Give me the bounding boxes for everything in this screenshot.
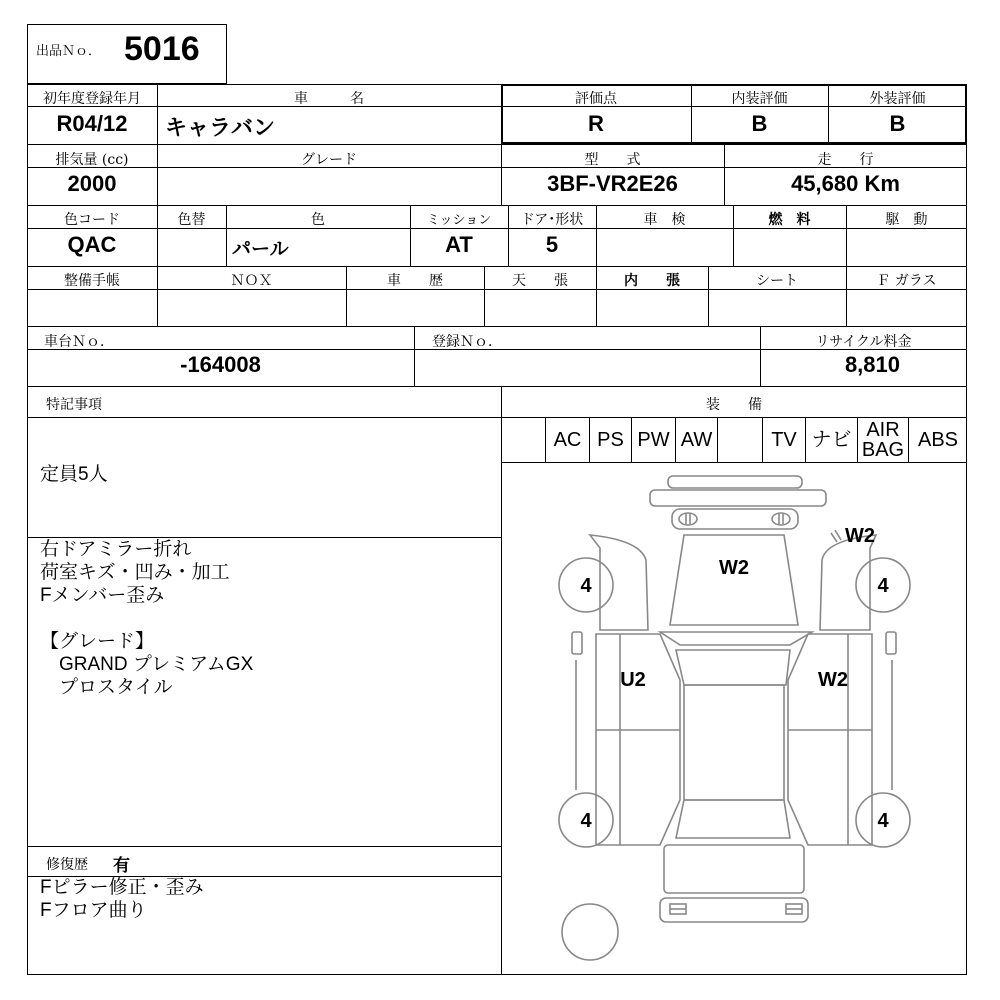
grade-label: グレード xyxy=(301,152,357,168)
mark-right-side: W2 xyxy=(818,669,848,691)
left-side xyxy=(596,634,680,845)
roof xyxy=(684,685,784,800)
mark-right-mirror: W2 xyxy=(845,525,875,547)
displacement-value: 2000 xyxy=(67,171,117,196)
recycle-value: 8,810 xyxy=(844,352,900,377)
repair-notes: Fピラー修正・歪み Fフロア曲り xyxy=(40,877,204,921)
mark-tire-rr: 4 xyxy=(877,810,889,832)
mission-value: AT xyxy=(445,232,473,257)
score-value: R xyxy=(588,111,604,136)
glass-label: Ｆ ガラス xyxy=(876,273,937,289)
lot-label: 出品Ｎｏ． xyxy=(36,44,102,59)
reg-label: 初年度登録年月 xyxy=(43,91,141,107)
capacity-note: 定員5人 xyxy=(40,464,108,485)
reg-value: R04/12 xyxy=(56,111,128,136)
chassis-label: 車台Ｎｏ． xyxy=(44,334,114,350)
mileage-value: 45,680 Km xyxy=(791,171,900,196)
rear-door xyxy=(664,845,804,893)
recolor-label: 色替 xyxy=(177,212,206,228)
spare-tire xyxy=(562,904,618,960)
drive-label: 駆 動 xyxy=(885,212,928,228)
equipment-item: PS xyxy=(589,418,631,462)
model-value: 3BF-VR2E26 xyxy=(547,171,678,196)
color-label: 色 xyxy=(311,212,325,228)
equipment-item: AW xyxy=(675,418,717,462)
colorcode-value: QAC xyxy=(67,232,117,257)
mark-tire-fr: 4 xyxy=(877,575,889,597)
equipment-item: PW xyxy=(631,418,675,462)
seat-label: シート xyxy=(756,273,798,289)
equipment-label: 装 備 xyxy=(706,397,762,413)
nox-label: ＮＯＸ xyxy=(230,273,273,289)
hood xyxy=(670,535,798,625)
divider xyxy=(414,326,415,386)
divider xyxy=(27,386,967,387)
remarks-label: 特記事項 xyxy=(46,397,102,413)
mileage-label: 走 行 xyxy=(817,152,874,168)
equipment-item: AC xyxy=(545,418,589,462)
lot-number: 5016 xyxy=(124,30,200,68)
chassis-value: -164008 xyxy=(180,352,261,377)
roof-label: 天 張 xyxy=(512,273,568,289)
score-label: 評価点 xyxy=(575,91,617,107)
interior-label: 内装評価 xyxy=(731,91,788,107)
exterior-label: 外装評価 xyxy=(869,91,926,107)
mark-left-side: U2 xyxy=(620,669,646,691)
divider xyxy=(27,266,967,267)
right-side xyxy=(788,634,872,845)
equipment-item xyxy=(717,418,762,462)
divider xyxy=(27,846,501,847)
color-value: パール xyxy=(232,239,289,260)
regno-label: 登録Ｎｏ． xyxy=(432,334,502,350)
door-value: 5 xyxy=(545,232,559,257)
mark-tire-rl: 4 xyxy=(580,810,592,832)
fuel-label: 燃 料 xyxy=(768,212,811,228)
mark-hood: W2 xyxy=(719,557,749,579)
remarks-notes: 右ドアミラー折れ 荷室キズ・凹み・加工 Fメンバー歪み 【グレード】 GRAND プレミアムGX プロスタイル xyxy=(40,539,254,698)
equipment-item: AIR BAG xyxy=(857,418,908,462)
recycle-label: リサイクル料金 xyxy=(815,334,912,350)
equipment-item: TV xyxy=(762,418,805,462)
row1-bottom xyxy=(27,144,967,145)
colorcode-label: 色コード xyxy=(64,212,120,228)
front-panel xyxy=(650,490,826,506)
equipment-item xyxy=(501,418,545,462)
model-label: 型 式 xyxy=(584,152,641,168)
divider xyxy=(27,326,967,327)
divider xyxy=(27,205,967,206)
mark-tire-fl: 4 xyxy=(580,575,592,597)
maintenance-label: 整備手帳 xyxy=(64,273,120,289)
front-bumper xyxy=(668,476,802,488)
door-label: ドア･形状 xyxy=(520,212,584,228)
name-label: 車 名 xyxy=(294,91,364,107)
equipment-item: ナビ xyxy=(805,418,857,462)
inspection-label: 車 検 xyxy=(643,212,686,228)
displacement-label: 排気量 (cc) xyxy=(55,152,129,168)
repair-label: 修復歴 xyxy=(46,857,88,873)
name-value: キャラバン xyxy=(165,115,276,140)
interior-trim-label: 内 張 xyxy=(624,273,680,289)
history-label: 車 歴 xyxy=(387,273,443,289)
interior-value: B xyxy=(751,111,768,136)
repair-value: 有 xyxy=(113,856,130,875)
exterior-value: B xyxy=(889,111,906,136)
car-diagram xyxy=(502,463,966,974)
mission-label: ミッション xyxy=(426,213,492,228)
equipment-item: ABS xyxy=(908,418,967,462)
